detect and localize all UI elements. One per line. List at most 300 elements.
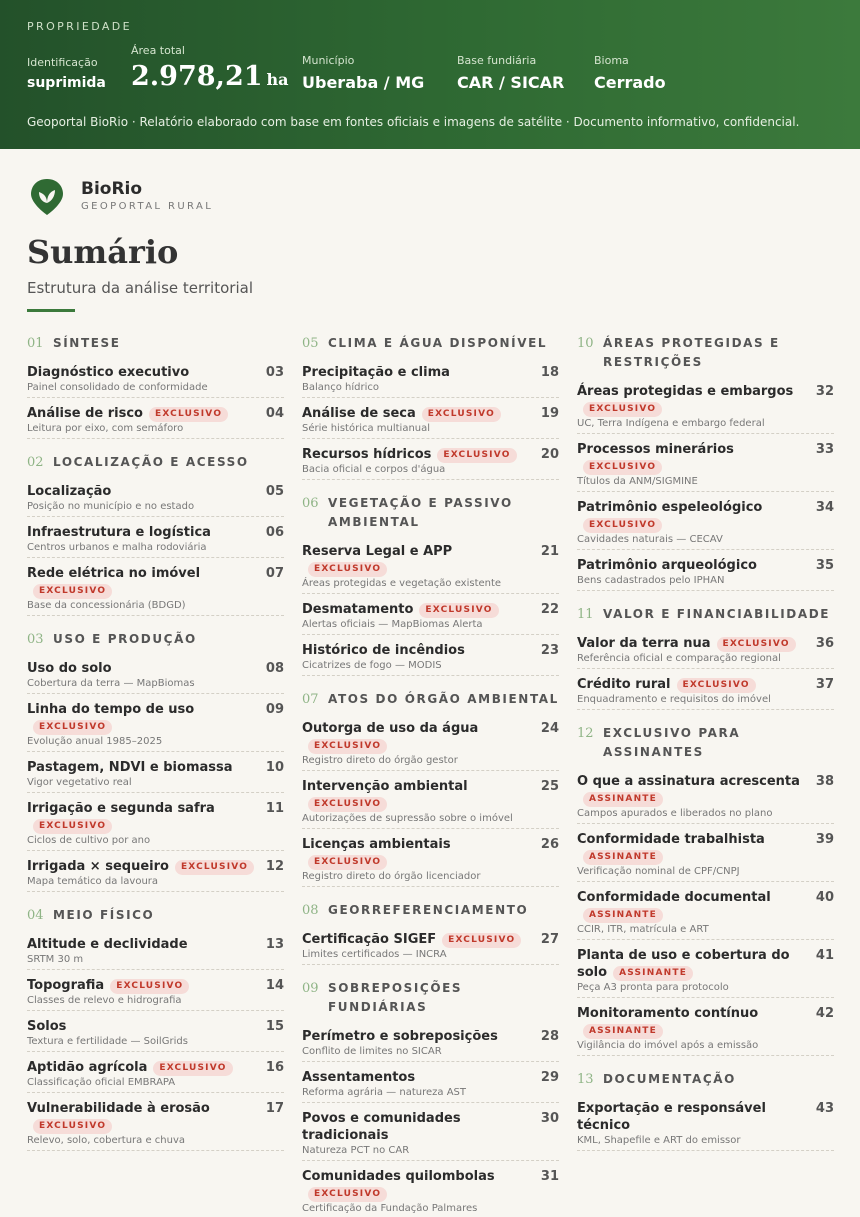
toc-entry-body xyxy=(302,405,541,435)
toc-entry[interactable] xyxy=(302,402,559,439)
toc-entry-body xyxy=(27,977,266,1007)
section-spacer xyxy=(27,443,284,453)
toc-entry[interactable] xyxy=(302,833,559,887)
toc-entry-body xyxy=(302,601,541,631)
toc-entry-body xyxy=(27,1018,266,1048)
toc-entry-page-number: 10 xyxy=(265,760,284,775)
toc-entry-body xyxy=(577,383,816,430)
toc-entry-name: Comunidades quilombolas xyxy=(302,1169,495,1184)
toc-entry-page-number: 24 xyxy=(540,721,559,736)
toc-entry[interactable] xyxy=(27,562,284,616)
toc-entry[interactable] xyxy=(302,1066,559,1103)
toc-entry-page-number: 20 xyxy=(540,447,559,462)
toc-entry-page-number: 43 xyxy=(815,1101,834,1116)
toc-entry-name: Patrimônio espeleológico xyxy=(577,500,763,515)
section-number: 01 xyxy=(27,336,44,351)
toc-entry-page-number: 33 xyxy=(815,442,834,457)
exclusive-badge: EXCLUSIVO xyxy=(677,678,756,693)
toc-entry[interactable] xyxy=(302,598,559,635)
toc-entry-description: Reforma agrária — natureza AST xyxy=(302,1087,466,1098)
toc-entry-name: Histórico de incêndios xyxy=(302,643,465,658)
exclusive-badge: EXCLUSIVO xyxy=(308,739,387,754)
toc-entry-name: Desmatamento xyxy=(302,602,414,617)
toc-entry-description: Bacia oficial e corpos d'água xyxy=(302,464,446,475)
toc-entry-body xyxy=(577,947,816,994)
exclusive-badge: EXCLUSIVO xyxy=(422,407,501,422)
toc-entry[interactable] xyxy=(27,402,284,439)
toc-entry[interactable] xyxy=(302,361,559,398)
section-number: 07 xyxy=(302,692,319,707)
toc-entry-description: Registro direto do órgão licenciador xyxy=(302,871,481,882)
toc-entry[interactable] xyxy=(577,632,834,669)
toc-entry-description: SRTM 30 m xyxy=(27,954,84,965)
toc-entry-body xyxy=(27,1100,266,1147)
toc-entry-name: Exportação e responsável técnico xyxy=(577,1101,766,1133)
toc-entry-body xyxy=(27,1059,266,1089)
toc-entry-page-number: 17 xyxy=(265,1101,284,1116)
toc-entry-title xyxy=(302,642,531,659)
section-header xyxy=(577,724,834,762)
toc-entry-page-number: 34 xyxy=(815,500,834,515)
toc-entry[interactable] xyxy=(27,756,284,793)
page-title: Sumário xyxy=(27,233,179,271)
identification-value: suprimida xyxy=(27,75,106,91)
toc-entry-name: O que a assinatura acrescenta xyxy=(577,774,800,789)
section-title: CLIMA E ÁGUA DISPONÍVEL xyxy=(328,336,548,350)
area-value xyxy=(131,61,289,92)
biome-field xyxy=(594,54,666,92)
section-header xyxy=(27,453,284,472)
toc-entry-title xyxy=(302,931,531,948)
toc-entry-page-number: 29 xyxy=(540,1070,559,1085)
toc-entry-body xyxy=(302,446,541,476)
toc-entry-description: Centros urbanos e malha rodoviária xyxy=(27,542,207,553)
toc-entry[interactable] xyxy=(27,797,284,851)
toc-entry-body xyxy=(577,1005,816,1052)
biome-label: Bioma xyxy=(594,54,629,67)
toc-entry-name: Topografia xyxy=(27,978,105,993)
land-base-value: CAR / SICAR xyxy=(457,73,565,92)
toc-entry-body xyxy=(577,557,816,587)
section-header xyxy=(302,494,559,532)
toc-entry[interactable] xyxy=(577,438,834,492)
area-number: 2.978,21 xyxy=(131,61,263,92)
section-title: DOCUMENTAÇÃO xyxy=(603,1072,736,1086)
section-header xyxy=(302,690,559,709)
toc-entry-name: Povos e comunidades tradicionais xyxy=(302,1111,461,1143)
toc-entry[interactable] xyxy=(577,944,834,998)
toc-entry-title xyxy=(302,836,531,870)
toc-entry-title xyxy=(302,778,531,812)
toc-entry-title xyxy=(577,1005,806,1039)
toc-entry-name: Conformidade trabalhista xyxy=(577,832,765,847)
toc-entry[interactable] xyxy=(302,443,559,480)
toc-entry-title xyxy=(302,364,531,381)
exclusive-badge: EXCLUSIVO xyxy=(110,979,189,994)
toc-entry-name: Infraestrutura e logística xyxy=(27,525,211,540)
section-title: USO E PRODUÇÃO xyxy=(53,632,197,646)
toc-entry-page-number: 35 xyxy=(815,558,834,573)
toc-entry-page-number: 36 xyxy=(815,636,834,651)
toc-entry-page-number: 38 xyxy=(815,774,834,789)
toc-entry-description: Bens cadastrados pelo IPHAN xyxy=(577,575,725,586)
toc-column-1 xyxy=(27,334,284,1165)
toc-entry-title xyxy=(27,936,256,953)
section-title: EXCLUSIVO PARA ASSINANTES xyxy=(603,726,741,759)
toc-entry-title xyxy=(577,831,806,865)
section-number: 05 xyxy=(302,336,319,351)
toc-entry[interactable] xyxy=(27,657,284,694)
section-spacer xyxy=(577,1060,834,1070)
toc-entry-title xyxy=(577,889,806,923)
section-spacer xyxy=(577,714,834,724)
toc-entry[interactable] xyxy=(27,1056,284,1093)
toc-entry-page-number: 19 xyxy=(540,406,559,421)
toc-entry[interactable] xyxy=(577,554,834,591)
toc-entry-page-number: 30 xyxy=(540,1111,559,1126)
toc-entry-page-number: 14 xyxy=(265,978,284,993)
section-spacer xyxy=(577,595,834,605)
toc-entry-title xyxy=(302,543,531,577)
subscriber-badge: ASSINANTE xyxy=(583,1024,663,1039)
toc-entry-page-number: 39 xyxy=(815,832,834,847)
section-spacer xyxy=(302,969,559,979)
toc-entry[interactable] xyxy=(27,1015,284,1052)
toc-entry-page-number: 37 xyxy=(815,677,834,692)
toc-entry-name: Monitoramento contínuo xyxy=(577,1006,759,1021)
section-title: VEGETAÇÃO E PASSIVO AMBIENTAL xyxy=(328,496,513,529)
section-number: 02 xyxy=(27,455,44,470)
area-field xyxy=(131,44,289,92)
toc-entry[interactable] xyxy=(302,1025,559,1062)
property-header xyxy=(0,0,860,149)
toc-entry-description: Textura e fertilidade — SoilGrids xyxy=(27,1036,188,1047)
toc-entry-title xyxy=(577,635,806,652)
toc-entry-description: Alertas oficiais — MapBiomas Alerta xyxy=(302,619,483,630)
toc-entry-description: Classes de relevo e hidrografia xyxy=(27,995,182,1006)
toc-entry-page-number: 06 xyxy=(265,525,284,540)
section-number: 04 xyxy=(27,908,44,923)
toc-entry-description: Série histórica multianual xyxy=(302,423,431,434)
toc-entry-name: Assentamentos xyxy=(302,1070,416,1085)
page-subtitle: Estrutura da análise territorial xyxy=(27,279,253,297)
municipality-label: Município xyxy=(302,54,355,67)
toc-entry-title xyxy=(577,676,806,693)
toc-entry-body xyxy=(27,936,266,966)
toc-entry-body xyxy=(577,889,816,936)
toc-entry-page-number: 03 xyxy=(265,365,284,380)
subscriber-badge: ASSINANTE xyxy=(583,908,663,923)
toc-entry[interactable] xyxy=(27,480,284,517)
toc-entry-page-number: 21 xyxy=(540,544,559,559)
toc-entry-title xyxy=(27,405,256,422)
toc-entry-name: Diagnóstico executivo xyxy=(27,365,190,380)
toc-entry-page-number: 41 xyxy=(815,948,834,963)
section-title: MEIO FÍSICO xyxy=(53,908,155,922)
exclusive-badge: EXCLUSIVO xyxy=(583,518,662,533)
toc-entry[interactable] xyxy=(577,1002,834,1056)
toc-entry-name: Planta de uso e cobertura do solo xyxy=(577,948,790,980)
section-number: 06 xyxy=(302,496,319,511)
toc-entry-description: Autorizações de supressão sobre o imóvel xyxy=(302,813,513,824)
section-title: LOCALIZAÇÃO E ACESSO xyxy=(53,455,249,469)
toc-entry-name: Irrigada × sequeiro xyxy=(27,859,169,874)
exclusive-badge: EXCLUSIVO xyxy=(308,1187,387,1202)
section-number: 12 xyxy=(577,726,594,741)
toc-entry-description: Conflito de limites no SICAR xyxy=(302,1046,442,1057)
toc-entry-body xyxy=(302,1069,541,1099)
section-spacer xyxy=(302,484,559,494)
toc-entry-body xyxy=(577,441,816,488)
toc-entry-title xyxy=(27,800,256,834)
toc-entry-page-number: 05 xyxy=(265,484,284,499)
section-header xyxy=(577,1070,834,1089)
toc-entry-title xyxy=(577,947,806,981)
toc-entry-page-number: 11 xyxy=(265,801,284,816)
toc-entry-name: Conformidade documental xyxy=(577,890,771,905)
exclusive-badge: EXCLUSIVO xyxy=(308,797,387,812)
toc-entry[interactable] xyxy=(577,380,834,434)
toc-entry-description: Áreas protegidas e vegetação existente xyxy=(302,578,502,589)
exclusive-badge: EXCLUSIVO xyxy=(717,637,796,652)
toc-entry-description: Natureza PCT no CAR xyxy=(302,1145,410,1156)
toc-entry[interactable] xyxy=(27,933,284,970)
toc-entry-page-number: 04 xyxy=(265,406,284,421)
brand-name: BioRio xyxy=(81,179,143,199)
toc-entry-name: Análise de seca xyxy=(302,406,416,421)
toc-entry-page-number: 27 xyxy=(540,932,559,947)
toc-entry-body xyxy=(302,364,541,394)
section-spacer xyxy=(302,891,559,901)
toc-entry-title xyxy=(27,701,256,735)
toc-entry-page-number: 16 xyxy=(265,1060,284,1075)
toc-entry-description: Certificação da Fundação Palmares xyxy=(302,1203,478,1214)
toc-entry[interactable] xyxy=(27,521,284,558)
exclusive-badge: EXCLUSIVO xyxy=(308,855,387,870)
toc-entry[interactable] xyxy=(302,928,559,965)
toc-entry-page-number: 18 xyxy=(540,365,559,380)
toc-entry[interactable] xyxy=(577,1097,834,1151)
toc-entry[interactable] xyxy=(27,974,284,1011)
toc-entry-body xyxy=(302,931,541,961)
subscriber-badge: ASSINANTE xyxy=(583,792,663,807)
section-title: GEORREFERENCIAMENTO xyxy=(328,903,529,917)
toc-entry-name: Aptidão agrícola xyxy=(27,1060,148,1075)
toc-entry[interactable] xyxy=(302,540,559,594)
toc-entry-name: Altitude e declividade xyxy=(27,937,188,952)
toc-entry[interactable] xyxy=(577,496,834,550)
municipality-value: Uberaba / MG xyxy=(302,73,425,92)
subscriber-badge: ASSINANTE xyxy=(583,850,663,865)
toc-entry-title xyxy=(577,499,806,533)
subscriber-badge: ASSINANTE xyxy=(613,966,693,981)
toc-entry-body xyxy=(302,543,541,590)
toc-entry-title xyxy=(27,1100,256,1134)
toc-entry[interactable] xyxy=(27,361,284,398)
section-header xyxy=(302,979,559,1017)
toc-entry-description: Classificação oficial EMBRAPA xyxy=(27,1077,176,1088)
toc-entry-title xyxy=(302,1028,531,1045)
toc-entry-title xyxy=(27,565,256,599)
area-label: Área total xyxy=(131,44,185,57)
toc-entry-description: Peça A3 pronta para protocolo xyxy=(577,982,729,993)
toc-entry-name: Pastagem, NDVI e biomassa xyxy=(27,760,233,775)
toc-entry-description: Balanço hídrico xyxy=(302,382,379,393)
toc-entry-body xyxy=(577,773,816,820)
toc-entry[interactable] xyxy=(577,770,834,824)
title-accent-rule xyxy=(27,309,75,312)
toc-entry-page-number: 28 xyxy=(540,1029,559,1044)
exclusive-badge: EXCLUSIVO xyxy=(149,407,228,422)
toc-entry-body xyxy=(577,499,816,546)
section-header xyxy=(302,334,559,353)
exclusive-badge: EXCLUSIVO xyxy=(33,720,112,735)
toc-entry[interactable] xyxy=(27,855,284,892)
toc-entry-body xyxy=(27,483,266,513)
toc-entry-name: Rede elétrica no imóvel xyxy=(27,566,201,581)
toc-entry[interactable] xyxy=(577,828,834,882)
toc-entry-title xyxy=(302,1069,531,1086)
toc-entry-title xyxy=(577,383,806,417)
toc-entry[interactable] xyxy=(302,775,559,829)
exclusive-badge: EXCLUSIVO xyxy=(33,584,112,599)
exclusive-badge: EXCLUSIVO xyxy=(419,603,498,618)
toc-entry-page-number: 40 xyxy=(815,890,834,905)
exclusive-badge: EXCLUSIVO xyxy=(33,1119,112,1134)
toc-entry-title xyxy=(302,1168,531,1202)
toc-entry-description: Cavidades naturais — CECAV xyxy=(577,534,723,545)
section-number: 10 xyxy=(577,336,594,351)
biome-value: Cerrado xyxy=(594,73,666,92)
toc-entry-page-number: 32 xyxy=(815,384,834,399)
toc-entry-body xyxy=(302,720,541,767)
toc-entry-body xyxy=(302,1110,541,1157)
toc-entry-body xyxy=(27,759,266,789)
toc-entry-name: Licenças ambientais xyxy=(302,837,451,852)
toc-entry-description: CCIR, ITR, matrícula e ART xyxy=(577,924,709,935)
toc-entry-title xyxy=(577,1100,806,1134)
toc-entry-name: Precipitação e clima xyxy=(302,365,450,380)
toc-entry-description: Base da concessionária (BDGD) xyxy=(27,600,186,611)
toc-entry-title xyxy=(302,446,531,463)
section-header xyxy=(577,605,834,624)
toc-entry-body xyxy=(577,635,816,665)
toc-entry-name: Recursos hídricos xyxy=(302,447,432,462)
toc-entry-description: Painel consolidado de conformidade xyxy=(27,382,208,393)
toc-entry[interactable] xyxy=(577,886,834,940)
toc-entry-body xyxy=(302,778,541,825)
toc-entry-description: Referência oficial e comparação regional xyxy=(577,653,781,664)
toc-entry-body xyxy=(27,660,266,690)
section-header xyxy=(27,906,284,925)
toc-entry-title xyxy=(27,977,256,994)
toc-entry-name: Crédito rural xyxy=(577,677,671,692)
toc-entry-description: UC, Terra Indígena e embargo federal xyxy=(577,418,765,429)
toc-entry-name: Localização xyxy=(27,484,112,499)
toc-entry-page-number: 13 xyxy=(265,937,284,952)
identification-field xyxy=(27,56,106,91)
toc-entry-name: Uso do solo xyxy=(27,661,112,676)
section-header xyxy=(577,334,834,372)
section-header xyxy=(302,901,559,920)
toc-entry-title xyxy=(27,1018,256,1035)
toc-entry-title xyxy=(27,524,256,541)
toc-entry-description: Cobertura da terra — MapBiomas xyxy=(27,678,195,689)
toc-entry-page-number: 23 xyxy=(540,643,559,658)
toc-entry-name: Outorga de uso da água xyxy=(302,721,479,736)
toc-entry-description: Relevo, solo, cobertura e chuva xyxy=(27,1135,186,1146)
toc-entry-page-number: 15 xyxy=(265,1019,284,1034)
toc-entry-body xyxy=(27,364,266,394)
exclusive-badge: EXCLUSIVO xyxy=(153,1061,232,1076)
toc-entry[interactable] xyxy=(302,1165,559,1217)
brand-subtitle: GEOPORTAL RURAL xyxy=(81,201,214,212)
toc-entry[interactable] xyxy=(27,698,284,752)
toc-entry-page-number: 22 xyxy=(540,602,559,617)
section-title: SOBREPOSIÇÕES FUNDIÁRIAS xyxy=(328,981,463,1014)
toc-entry-body xyxy=(302,1168,541,1215)
area-unit: ha xyxy=(266,70,289,89)
exclusive-badge: EXCLUSIVO xyxy=(442,933,521,948)
toc-entry[interactable] xyxy=(302,639,559,676)
section-spacer xyxy=(27,620,284,630)
toc-entry-description: Evolução anual 1985–2025 xyxy=(27,736,163,747)
toc-column-3 xyxy=(577,334,834,1165)
toc-entry-title xyxy=(27,364,256,381)
municipality-field xyxy=(302,54,424,92)
exclusive-badge: EXCLUSIVO xyxy=(583,460,662,475)
section-title: ÁREAS PROTEGIDAS E RESTRIÇÕES xyxy=(603,336,780,369)
toc-entry-page-number: 25 xyxy=(540,779,559,794)
toc-entry[interactable] xyxy=(577,673,834,710)
header-note: Geoportal BioRio · Relatório elaborado com base em fontes oficiais e imagens de satélite · Documento informativo, confidencial. xyxy=(27,115,800,129)
leaf-pin-icon xyxy=(27,177,67,217)
section-header xyxy=(27,630,284,649)
toc-entry-title xyxy=(302,405,531,422)
toc-entry-title xyxy=(27,858,256,875)
toc-entry-body xyxy=(27,800,266,847)
toc-entry-description: KML, Shapefile e ART do emissor xyxy=(577,1135,741,1146)
section-number: 08 xyxy=(302,903,319,918)
toc-entry-description: Registro direto do órgão gestor xyxy=(302,755,458,766)
toc-entry-page-number: 08 xyxy=(265,661,284,676)
exclusive-badge: EXCLUSIVO xyxy=(33,819,112,834)
toc-entry-page-number: 42 xyxy=(815,1006,834,1021)
toc-entry-body xyxy=(27,565,266,612)
toc-entry[interactable] xyxy=(302,717,559,771)
header-eyebrow: PROPRIEDADE xyxy=(27,20,133,33)
toc-entry-name: Irrigação e segunda safra xyxy=(27,801,215,816)
toc-entry[interactable] xyxy=(27,1097,284,1151)
identification-label: Identificação xyxy=(27,56,98,69)
section-spacer xyxy=(577,1155,834,1165)
toc-entry-name: Vulnerabilidade à erosão xyxy=(27,1101,210,1116)
toc-entry-body xyxy=(27,701,266,748)
toc-entry-title xyxy=(302,720,531,754)
toc-entry[interactable] xyxy=(302,1107,559,1161)
section-header xyxy=(27,334,284,353)
toc-entry-description: Campos apurados e liberados no plano xyxy=(577,808,773,819)
toc-entry-description: Títulos da ANM/SIGMINE xyxy=(577,476,698,487)
toc-entry-name: Processos minerários xyxy=(577,442,734,457)
toc-entry-name: Intervenção ambiental xyxy=(302,779,468,794)
toc-entry-name: Patrimônio arqueológico xyxy=(577,558,757,573)
section-title: ATOS DO ÓRGÃO AMBIENTAL xyxy=(328,692,559,706)
section-spacer xyxy=(27,1155,284,1165)
toc-entry-body xyxy=(577,831,816,878)
toc-entry-title xyxy=(302,1110,531,1144)
toc-entry-body xyxy=(27,858,266,888)
